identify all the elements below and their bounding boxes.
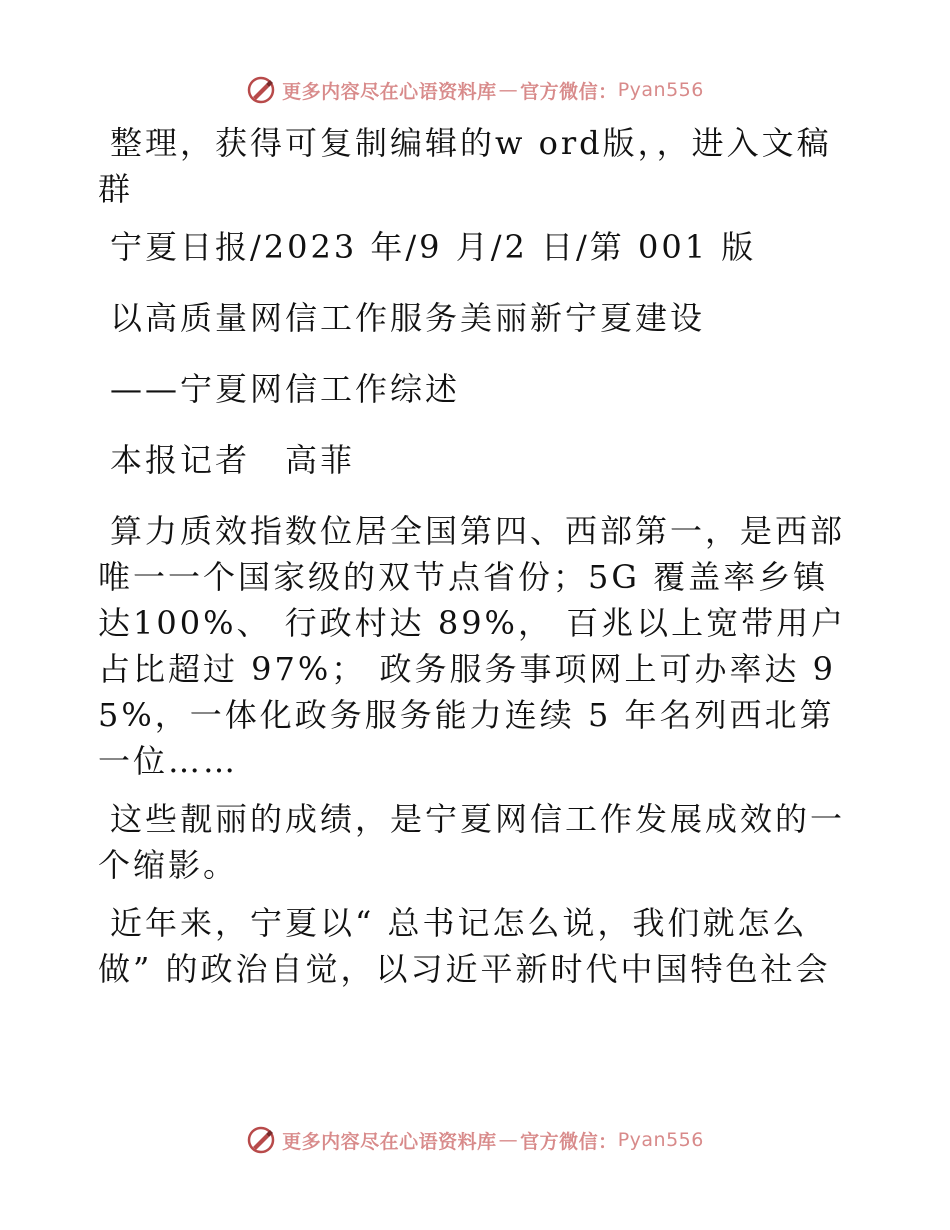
paragraph-notice: 整理，获得可复制编辑的w ord版，，进入文稿群 xyxy=(98,124,832,208)
document-body xyxy=(98,120,858,1004)
watermark-separator: — xyxy=(498,79,519,101)
watermark-id: Pyan556 xyxy=(617,79,704,101)
paragraph-source: 宁夏日报/2023 年/9 月/2 日/第 001 版 xyxy=(110,228,757,266)
watermark-id: Pyan556 xyxy=(617,1129,704,1151)
paragraph-body-2: 这些靓丽的成绩，是宁夏网信工作发展成效的一个缩影。 xyxy=(98,800,846,884)
watermark-label: 官方微信： xyxy=(520,1130,618,1153)
paragraph-body-1: 算力质效指数位居全国第四、西部第一，是西部唯一一个国家级的双节点省份；5G 覆盖率乡镇达100%、 行政村达 89%， 百兆以上宽带用户占比超过 97%； 政务服务事项网上可办率达 95%，一体化政务服务能力连续 5 年名列西北第一位…… xyxy=(98,512,847,780)
watermark-main-text: 更多内容尽在心语资料库 xyxy=(282,80,497,103)
watermark-main-text: 更多内容尽在心语资料库 xyxy=(282,1130,497,1153)
article-subtitle: ——宁夏网信工作综述 xyxy=(110,370,461,408)
paragraph-body-3: 近年来，宁夏以“ 总书记怎么说，我们就怎么做” 的政治自觉，以习近平新时代中国特色社会 xyxy=(98,904,831,988)
article-title: 以高质量网信工作服务美丽新宁夏建设 xyxy=(110,299,706,337)
article-byline: 本报记者 高菲 xyxy=(110,441,356,479)
watermark-label: 官方微信： xyxy=(520,80,618,103)
pen-circle-logo-icon xyxy=(246,75,276,105)
header-watermark xyxy=(0,70,950,110)
pen-circle-logo-icon xyxy=(246,1125,276,1155)
footer-watermark xyxy=(0,1120,950,1160)
watermark-separator: — xyxy=(498,1129,519,1151)
